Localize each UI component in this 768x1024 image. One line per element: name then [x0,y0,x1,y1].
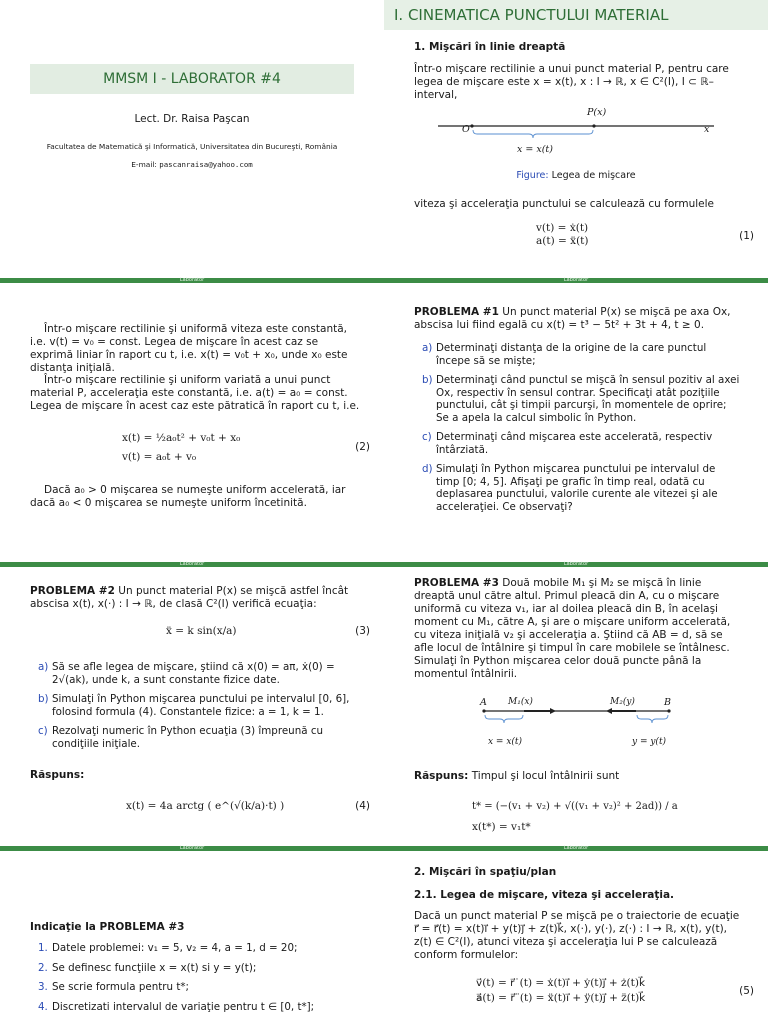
footer-label: Laborator [563,277,589,283]
item-label: 2. [38,961,48,974]
slide-footer [384,278,768,283]
meeting-position-equation: x(t*) = v₁t* [472,821,531,833]
equation-number: (2) [355,441,370,453]
problem-items [38,661,358,757]
email-line [0,160,384,169]
slide-footer [0,278,384,283]
frame-title: I. CINEMATICA PUNCTULUI MATERIAL [384,0,768,30]
problem-text: Un punct material P(x) se mişcă pe axa Ox, abscisa lui fiind egală cu x(t) = t³ − 5t² + 3t + 4, t ≥ 0. [414,306,731,331]
slide-footer [384,846,768,851]
section-heading: 2. Mişcări în spaţiu/plan [414,866,557,878]
caption-label: Figure: [516,170,549,181]
presentation-title: MMSM I - LABORATOR #4 [103,71,281,87]
answer-text: Timpul şi locul întâlnirii sunt [471,770,620,782]
figure-axis-label: x [704,124,710,135]
item-text: Să se afle legea de mişcare, ştiind că x(0) = aπ, ẋ(0) = 2√(ak), unde k, a sunt constante fizice date. [52,661,335,686]
item-label: 4. [38,1000,48,1013]
velocity-equation: v(t) = ẋ(t) [536,222,589,234]
figure-label-m2: M₂(y) [610,697,635,707]
slide-problem-3 [384,568,768,852]
author: Lect. Dr. Raisa Paşcan [134,113,250,125]
position-equation: x(t) = ½a₀t² + v₀t + x₀ [122,432,241,444]
item-text: Datele problemei: v₁ = 5, v₂ = 4, a = 1, d = 20; [52,942,298,954]
figure-point-label: P(x) [587,107,607,118]
paragraph-uniform: Într-o mişcare rectilinie şi uniformă viteza este constantă, i.e. v(t) = v₀ = const. Legea de mişcare în acest caz se exprimă liniar în raport cu t, i.e. x(t) = v₀t + x₀, unde x₀ este distanţa iniţială. [30,323,348,374]
paragraph-uniformly-varied: Într-o mişcare rectilinie şi uniform variată a unui punct material P, acceleraţia este constantă, i.e. a(t) = a₀ = const. Legea de mişcare în acest caz este pătratică în raport cu t, i.e. [30,374,360,412]
figure-label-m1: M₁(x) [508,697,533,707]
list-item [422,431,742,456]
footer-label: Laborator [563,561,589,567]
equation-number: (4) [355,800,370,812]
figure-caption [384,170,768,181]
section-heading: 1. Mişcări în linie dreaptă [414,41,566,53]
figure-brace-label: x = x(t) [517,144,553,155]
footer-label: Laborator [563,845,589,851]
item-label: a) [38,661,49,673]
figure-label-a: A [480,697,487,708]
email-label: E-mail: [131,160,157,169]
footer-label: Laborator [179,845,205,851]
item-text: Determinaţi distanţa de la origine de la care punctul începe să se mişte; [436,342,707,367]
meeting-time-equation: t* = (−(v₁ + v₂) + √((v₁ + v₂)² + 2ad)) / a [472,801,678,812]
figure-origin-label: O [462,124,470,135]
equation-number: (3) [355,625,370,637]
list-item [38,1001,358,1014]
caption-text: Legea de mişcare [551,170,636,181]
problem-heading: PROBLEMA #2 [30,585,115,597]
slide-footer [384,562,768,567]
slide-footer [0,562,384,567]
slide-problem-1 [384,284,768,568]
list-item [38,693,358,718]
equation-number: (1) [739,230,754,242]
problem-heading: PROBLEMA #3 [414,577,499,589]
problem-statement [30,585,360,611]
acceleration-equation: a(t) = ẍ(t) [536,235,589,247]
email-address: pascanraisa@yahoo.com [159,160,253,169]
problem-text: Două mobile M₁ şi M₂ se mişcă în linie dreaptă unul către altul. Primul pleacă din A, cu o mişcare uniformă cu viteza v₁, iar al doilea pleacă din B, în acelaşi moment cu M₁, către A, şi are o mişcare uniform accelerată, cu viteza iniţială v₂ şi acceleraţia a. Ştiind că AB = d, să se afle locul de întâlnire şi timpul în care mobilele se întâlnesc. Simulaţi în Python mişcarea celor două puncte până la momentul întâlnirii. [414,577,731,680]
hint-steps [38,942,358,1020]
figure-label-b: B [664,697,671,708]
list-item [38,942,358,955]
list-item [38,981,358,994]
velocity-vector-equation: v⃗(t) = r⃗˙(t) = ẋ(t)i⃗ + ẏ(t)j⃗ + ż(t)k⃗ [476,977,646,989]
answer-label: Răspuns: [30,769,85,781]
problem-statement [414,306,744,332]
item-label: d) [422,463,433,475]
equation-number: (5) [739,985,754,997]
list-item [422,342,742,367]
item-text: Determinaţi când punctul se mişcă în sensul pozitiv al axei Ox, respectiv în sensul contrar. Specificaţi atât poziţiile punctului, cât şi timpii parcurşi, în momentele de oprire; Se a apela la calcul simbolic în Python. [436,374,740,424]
problem-statement [414,577,744,681]
affiliation: Facultatea de Matematică şi Informatică, Universitatea din Bucureşti, România [46,142,338,151]
item-text: Simulaţi în Python mişcarea punctului pe intervalul de timp [0; 4, 5]. Afişaţi pe grafic în timp real, odată cu deplasarea punctului, valorile curente ale vitezei şi ale acceleraţiei. Ce observaţi? [436,463,718,513]
item-text: Discretizati intervalul de variaţie pentru t ∈ [0, t*]; [52,1000,315,1013]
item-text: Rezolvaţi numeric în Python ecuaţia (3) împreună cu condiţiile iniţiale. [52,725,324,750]
hint-heading: Indicaţie la PROBLEMA #3 [30,921,185,933]
slide-kinematics [384,0,768,284]
answer-label: Răspuns: [414,770,469,782]
slide-problem-2 [0,568,384,852]
acceleration-vector-equation: a⃗(t) = r⃗¨(t) = ẍ(t)i⃗ + ÿ(t)j⃗ + z̈(t)k⃗ [476,992,646,1004]
solution-equation: x(t) = 4a arctg ( e^(√(k/a)·t) ) [126,800,285,812]
meeting-figure [384,696,768,746]
slide-uniform-motion [0,284,384,568]
answer-line [414,770,619,783]
item-text: Simulaţi în Python mişcarea punctului pe intervalul [0, 6], folosind formula (4). Constantele fizice: a = 1, k = 1. [52,693,350,718]
item-label: b) [422,374,433,386]
list-item [422,463,742,513]
item-label: b) [38,693,49,705]
item-label: c) [422,431,432,443]
item-label: c) [38,725,48,737]
item-text: Se definesc funcţiile x = x(t) si y = y(t); [52,961,257,974]
slide-title [0,0,384,284]
slide-space-motion [384,852,768,1024]
problem-items [422,342,742,520]
footer-label: Laborator [179,561,205,567]
figure-label-y: y = y(t) [632,737,667,747]
list-item [38,661,358,686]
paragraph-classification: Dacă a₀ > 0 mişcarea se numeşte uniform accelerată, iar dacă a₀ < 0 mişcarea se numeşte uniform încetinită. [30,484,346,509]
problem-text: Un punct material P(x) se mişcă astfel încât abscisa x(t), x(·) : I → ℝ, de clasă C²(I) verifică ecuaţia: [30,585,349,610]
space-motion-text: Dacă un punct material P se mişcă pe o traiectorie de ecuaţie r⃗ = r⃗(t) = x(t)i⃗ + y(t)j⃗ + z(t)k⃗, x(·), y(·), z(·) : I → ℝ, x(t), y(t), z(t) ∈ C²(I), atunci viteza şi acceleraţia lui P se calculează conform formulelor: [414,910,740,961]
item-text: Se scrie formula pentru t*; [52,981,189,993]
item-label: a) [422,342,433,354]
subsection-heading: 2.1. Legea de mişcare, viteza şi acceleraţia. [414,889,675,901]
intro-text: Într-o mişcare rectilinie a unui punct material P, pentru care legea de mişcare este x = x(t), x : I → ℝ, x ∈ C²(I), I ⊂ ℝ– interval, [414,63,729,101]
slide-hint-problem-3 [0,852,384,1024]
differential-equation: ẍ = k sin(x/a) [166,625,237,637]
problem-heading: PROBLEMA #1 [414,306,499,318]
formula-intro: viteza şi acceleraţia punctului se calculează cu formulele [414,198,715,210]
list-item [422,374,742,424]
item-label: 1. [38,942,48,954]
motion-law-figure [384,104,768,164]
velocity-equation: v(t) = a₀t + v₀ [122,451,197,463]
footer-label: Laborator [179,277,205,283]
list-item [38,725,358,750]
slide-footer [0,846,384,851]
item-text: Determinaţi când mişcarea este accelerată, respectiv întârziată. [436,431,713,456]
list-item [38,962,358,975]
title-banner [30,64,354,94]
item-label: 3. [38,981,48,993]
figure-label-x: x = x(t) [488,737,523,747]
